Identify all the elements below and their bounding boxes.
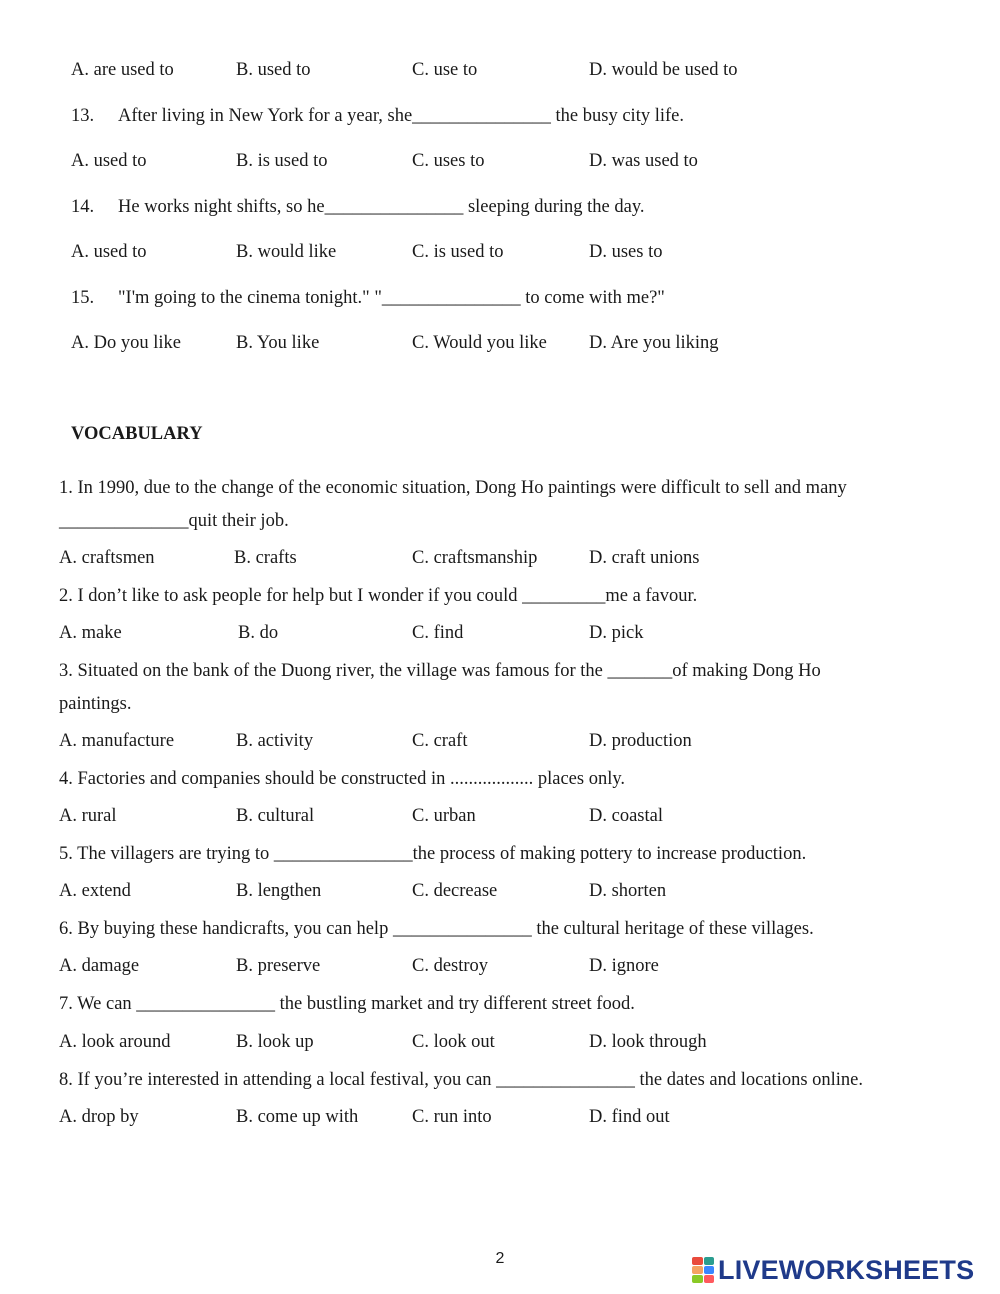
question-15: [71, 286, 665, 310]
question-text: "I'm going to the cinema tonight." "_______________ to come with me?": [118, 288, 665, 308]
vocab-q7-option-b[interactable]: B. look up: [236, 1032, 314, 1052]
vocab-q7-option-a[interactable]: A. look around: [59, 1032, 171, 1052]
question-13: [71, 104, 684, 128]
liveworksheets-logo: [692, 1253, 974, 1287]
vocab-q4-option-b[interactable]: B. cultural: [236, 806, 315, 826]
q13-option-a[interactable]: A. used to: [71, 151, 147, 171]
vocab-question-2: 2. I don’t like to ask people for help but I wonder if you could _________me a favour.: [59, 586, 698, 606]
q15-option-d[interactable]: D. Are you liking: [589, 333, 719, 353]
vocab-q7-option-d[interactable]: D. look through: [589, 1032, 707, 1052]
logo-mark-square: [692, 1275, 703, 1283]
logo-text: LIVEWORKSHEETS: [718, 1254, 975, 1285]
vocab-q5-option-c[interactable]: C. decrease: [412, 881, 498, 901]
vocab-question-3-line-2: paintings.: [59, 694, 132, 714]
q14-option-d[interactable]: D. uses to: [589, 242, 663, 262]
logo-mark-square: [704, 1266, 715, 1274]
vocab-q8-option-b[interactable]: B. come up with: [236, 1107, 359, 1127]
vocab-q5-option-b[interactable]: B. lengthen: [236, 881, 322, 901]
vocab-q3-option-b[interactable]: B. activity: [236, 731, 314, 751]
vocab-q4-option-a[interactable]: A. rural: [59, 806, 117, 826]
q12-option-a[interactable]: A. are used to: [71, 60, 174, 80]
question-number: 13.: [71, 106, 95, 126]
q14-option-a[interactable]: A. used to: [71, 242, 147, 262]
vocab-q6-option-b[interactable]: B. preserve: [236, 956, 321, 976]
question-number: 15.: [71, 288, 95, 308]
vocab-q4-option-c[interactable]: C. urban: [412, 806, 476, 826]
q14-option-c[interactable]: C. is used to: [412, 242, 504, 262]
vocab-q3-option-d[interactable]: D. production: [589, 731, 692, 751]
q13-option-d[interactable]: D. was used to: [589, 151, 698, 171]
question-text: After living in New York for a year, she_______________ the busy city life.: [118, 106, 684, 126]
vocab-q8-option-a[interactable]: A. drop by: [59, 1107, 139, 1127]
vocab-q3-option-a[interactable]: A. manufacture: [59, 731, 175, 751]
vocab-q7-option-c[interactable]: C. look out: [412, 1032, 495, 1052]
vocab-q1-option-a[interactable]: A. craftsmen: [59, 548, 155, 568]
q12-option-b[interactable]: B. used to: [236, 60, 311, 80]
vocab-q6-option-c[interactable]: C. destroy: [412, 956, 489, 976]
q15-option-a[interactable]: A. Do you like: [71, 333, 181, 353]
vocab-q3-option-c[interactable]: C. craft: [412, 731, 468, 751]
question-text: He works night shifts, so he_______________ sleeping during the day.: [118, 197, 645, 217]
vocab-q1-option-b[interactable]: B. crafts: [234, 548, 297, 568]
vocab-question-6: 6. By buying these handicrafts, you can help _______________ the cultural heritage of these villages.: [59, 919, 814, 939]
vocab-question-8: 8. If you’re interested in attending a local festival, you can _______________ the dates and locations online.: [59, 1070, 864, 1090]
q12-option-d[interactable]: D. would be used to: [589, 60, 738, 80]
vocab-q5-option-a[interactable]: A. extend: [59, 881, 131, 901]
vocab-q2-option-c[interactable]: C. find: [412, 623, 464, 643]
question-14: [71, 195, 645, 219]
q15-option-b[interactable]: B. You like: [236, 333, 320, 353]
logo-mark-square: [692, 1266, 703, 1274]
vocab-q2-option-b[interactable]: B. do: [238, 623, 279, 643]
vocab-q2-option-d[interactable]: D. pick: [589, 623, 644, 643]
vocab-q6-option-a[interactable]: A. damage: [59, 956, 140, 976]
vocab-q1-option-c[interactable]: C. craftsmanship: [412, 548, 538, 568]
vocab-question-1-line-2: ______________quit their job.: [59, 511, 289, 531]
q12-option-c[interactable]: C. use to: [412, 60, 478, 80]
vocab-question-5: 5. The villagers are trying to _______________the process of making pottery to increase production.: [59, 844, 807, 864]
vocab-q5-option-d[interactable]: D. shorten: [589, 881, 667, 901]
vocab-q8-option-c[interactable]: C. run into: [412, 1107, 492, 1127]
vocab-question-4: 4. Factories and companies should be constructed in .................. places only.: [59, 769, 626, 789]
q13-option-c[interactable]: C. uses to: [412, 151, 485, 171]
vocab-q2-option-a[interactable]: A. make: [59, 623, 122, 643]
vocab-question-1-line-1: 1. In 1990, due to the change of the economic situation, Dong Ho paintings were difficult to sell and many: [59, 478, 847, 498]
page-number: 2: [495, 1250, 505, 1267]
vocab-question-7: 7. We can _______________ the bustling market and try different street food.: [59, 994, 635, 1014]
vocab-q1-option-d[interactable]: D. craft unions: [589, 548, 700, 568]
q14-option-b[interactable]: B. would like: [236, 242, 337, 262]
q13-option-b[interactable]: B. is used to: [236, 151, 328, 171]
section-heading-vocabulary: VOCABULARY: [71, 424, 203, 444]
question-number: 14.: [71, 197, 95, 217]
q15-option-c[interactable]: C. Would you like: [412, 333, 547, 353]
logo-mark-icon: [692, 1257, 714, 1283]
vocab-q6-option-d[interactable]: D. ignore: [589, 956, 659, 976]
vocab-q8-option-d[interactable]: D. find out: [589, 1107, 670, 1127]
logo-mark-square: [704, 1275, 715, 1283]
vocab-q4-option-d[interactable]: D. coastal: [589, 806, 663, 826]
vocab-question-3-line-1: 3. Situated on the bank of the Duong river, the village was famous for the _______of making Dong Ho: [59, 661, 821, 681]
logo-mark-square: [704, 1257, 715, 1265]
logo-mark-square: [692, 1257, 703, 1265]
